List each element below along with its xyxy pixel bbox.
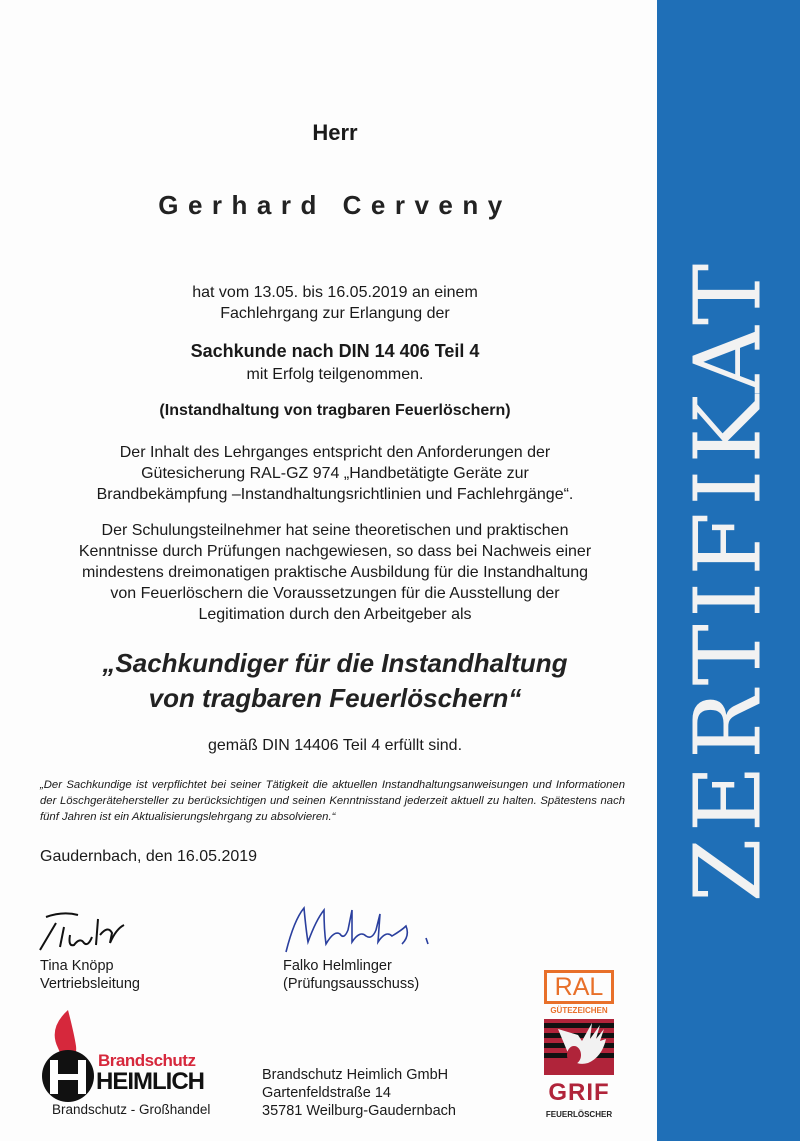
salutation: Herr bbox=[312, 120, 358, 145]
result: mit Erfolg teilgenommen. bbox=[246, 366, 424, 383]
signatory-name: Falko Helmlinger bbox=[283, 958, 392, 974]
address-line: 35781 Weilburg-Gaudernbach bbox=[262, 1103, 457, 1119]
recipient-name: Gerhard Cerveny bbox=[158, 190, 512, 220]
signatory-helmlinger bbox=[283, 957, 419, 993]
paragraph-line: Kenntnisse durch Prüfungen nachgewiesen, so dass bei Nachweis einer bbox=[78, 543, 592, 560]
title-line: von tragbaren Feuerlöschern“ bbox=[148, 683, 522, 713]
signatory-role: (Prüfungsausschuss) bbox=[283, 976, 420, 992]
ral-grif-logo bbox=[544, 970, 616, 1130]
heimlich-logo bbox=[30, 1008, 220, 1133]
address-line: Brandschutz Heimlich GmbH bbox=[262, 1067, 449, 1083]
signature-helmlinger bbox=[282, 900, 442, 960]
paragraph-requirements bbox=[20, 442, 650, 505]
signatory-knoepp bbox=[40, 957, 140, 993]
paragraph-line: Der Inhalt des Lehrganges entspricht den Anforderungen der bbox=[119, 444, 551, 461]
intro bbox=[20, 282, 650, 324]
logo-brand: Brandschutz bbox=[98, 1051, 196, 1070]
paragraph-exam bbox=[20, 520, 650, 625]
paragraph-line: Brandbekämpfung –Instandhaltungsrichtlinien und Fachlehrgänge“. bbox=[96, 486, 574, 503]
guetezeichen-label: GÜTEZEICHEN bbox=[550, 1006, 608, 1015]
paragraph-line: Legitimation durch den Arbeitgeber als bbox=[198, 606, 472, 623]
signatory-name: Tina Knöpp bbox=[40, 958, 114, 974]
subtitle: (Instandhaltung von tragbaren Feuerlöschern) bbox=[159, 402, 511, 419]
intro-line: hat vom 13.05. bis 16.05.2019 an einem bbox=[192, 284, 478, 301]
paragraph-line: von Feuerlöschern die Voraussetzungen für die Ausstellung der bbox=[110, 585, 560, 602]
signatory-role: Vertriebsleitung bbox=[40, 976, 140, 992]
title-line: „Sachkundiger für die Instandhaltung bbox=[102, 648, 568, 678]
paragraph-line: Gütesicherung RAL-GZ 974 „Handbetätigte Geräte zur bbox=[141, 465, 529, 482]
signature-knoepp bbox=[38, 905, 128, 955]
logo-name: HEIMLICH bbox=[96, 1068, 204, 1095]
conformity: gemäß DIN 14406 Teil 4 erfüllt sind. bbox=[207, 737, 463, 754]
paragraph-line: mindestens dreimonatigen praktische Ausbildung für die Instandhaltung bbox=[81, 564, 589, 581]
address-line: Gartenfeldstraße 14 bbox=[262, 1085, 391, 1101]
grif-mark: GRIF bbox=[548, 1079, 610, 1106]
hand-flame-icon bbox=[544, 1019, 614, 1075]
feuerloescher-label: FEUERLÖSCHER bbox=[545, 1110, 613, 1119]
certificate-title: ZERTIFIKAT bbox=[674, 257, 782, 903]
intro-line: Fachlehrgang zur Erlangung der bbox=[220, 305, 450, 322]
company-address bbox=[262, 1066, 456, 1120]
ral-mark: RAL bbox=[544, 970, 614, 1004]
qualification-title bbox=[20, 646, 650, 716]
logo-tagline: Brandschutz - Großhandel bbox=[52, 1102, 211, 1117]
footnote: „Der Sachkundige ist verpflichtet bei seiner Tätigkeit die aktuellen Instandhaltungsanweisungen und Informationen der Löschgerätehersteller zu berücksichtigen und seinen Kenntnisstand jederzeit aktuell zu halten. Spätestens nach fünf Jahren ist ein Aktualisierungslehrgang zu absolvieren.“ bbox=[40, 779, 625, 823]
qualification: Sachkunde nach DIN 14 406 Teil 4 bbox=[190, 341, 480, 361]
place-date: Gaudernbach, den 16.05.2019 bbox=[40, 848, 258, 865]
paragraph-line: Der Schulungsteilnehmer hat seine theoretischen und praktischen bbox=[101, 522, 569, 539]
